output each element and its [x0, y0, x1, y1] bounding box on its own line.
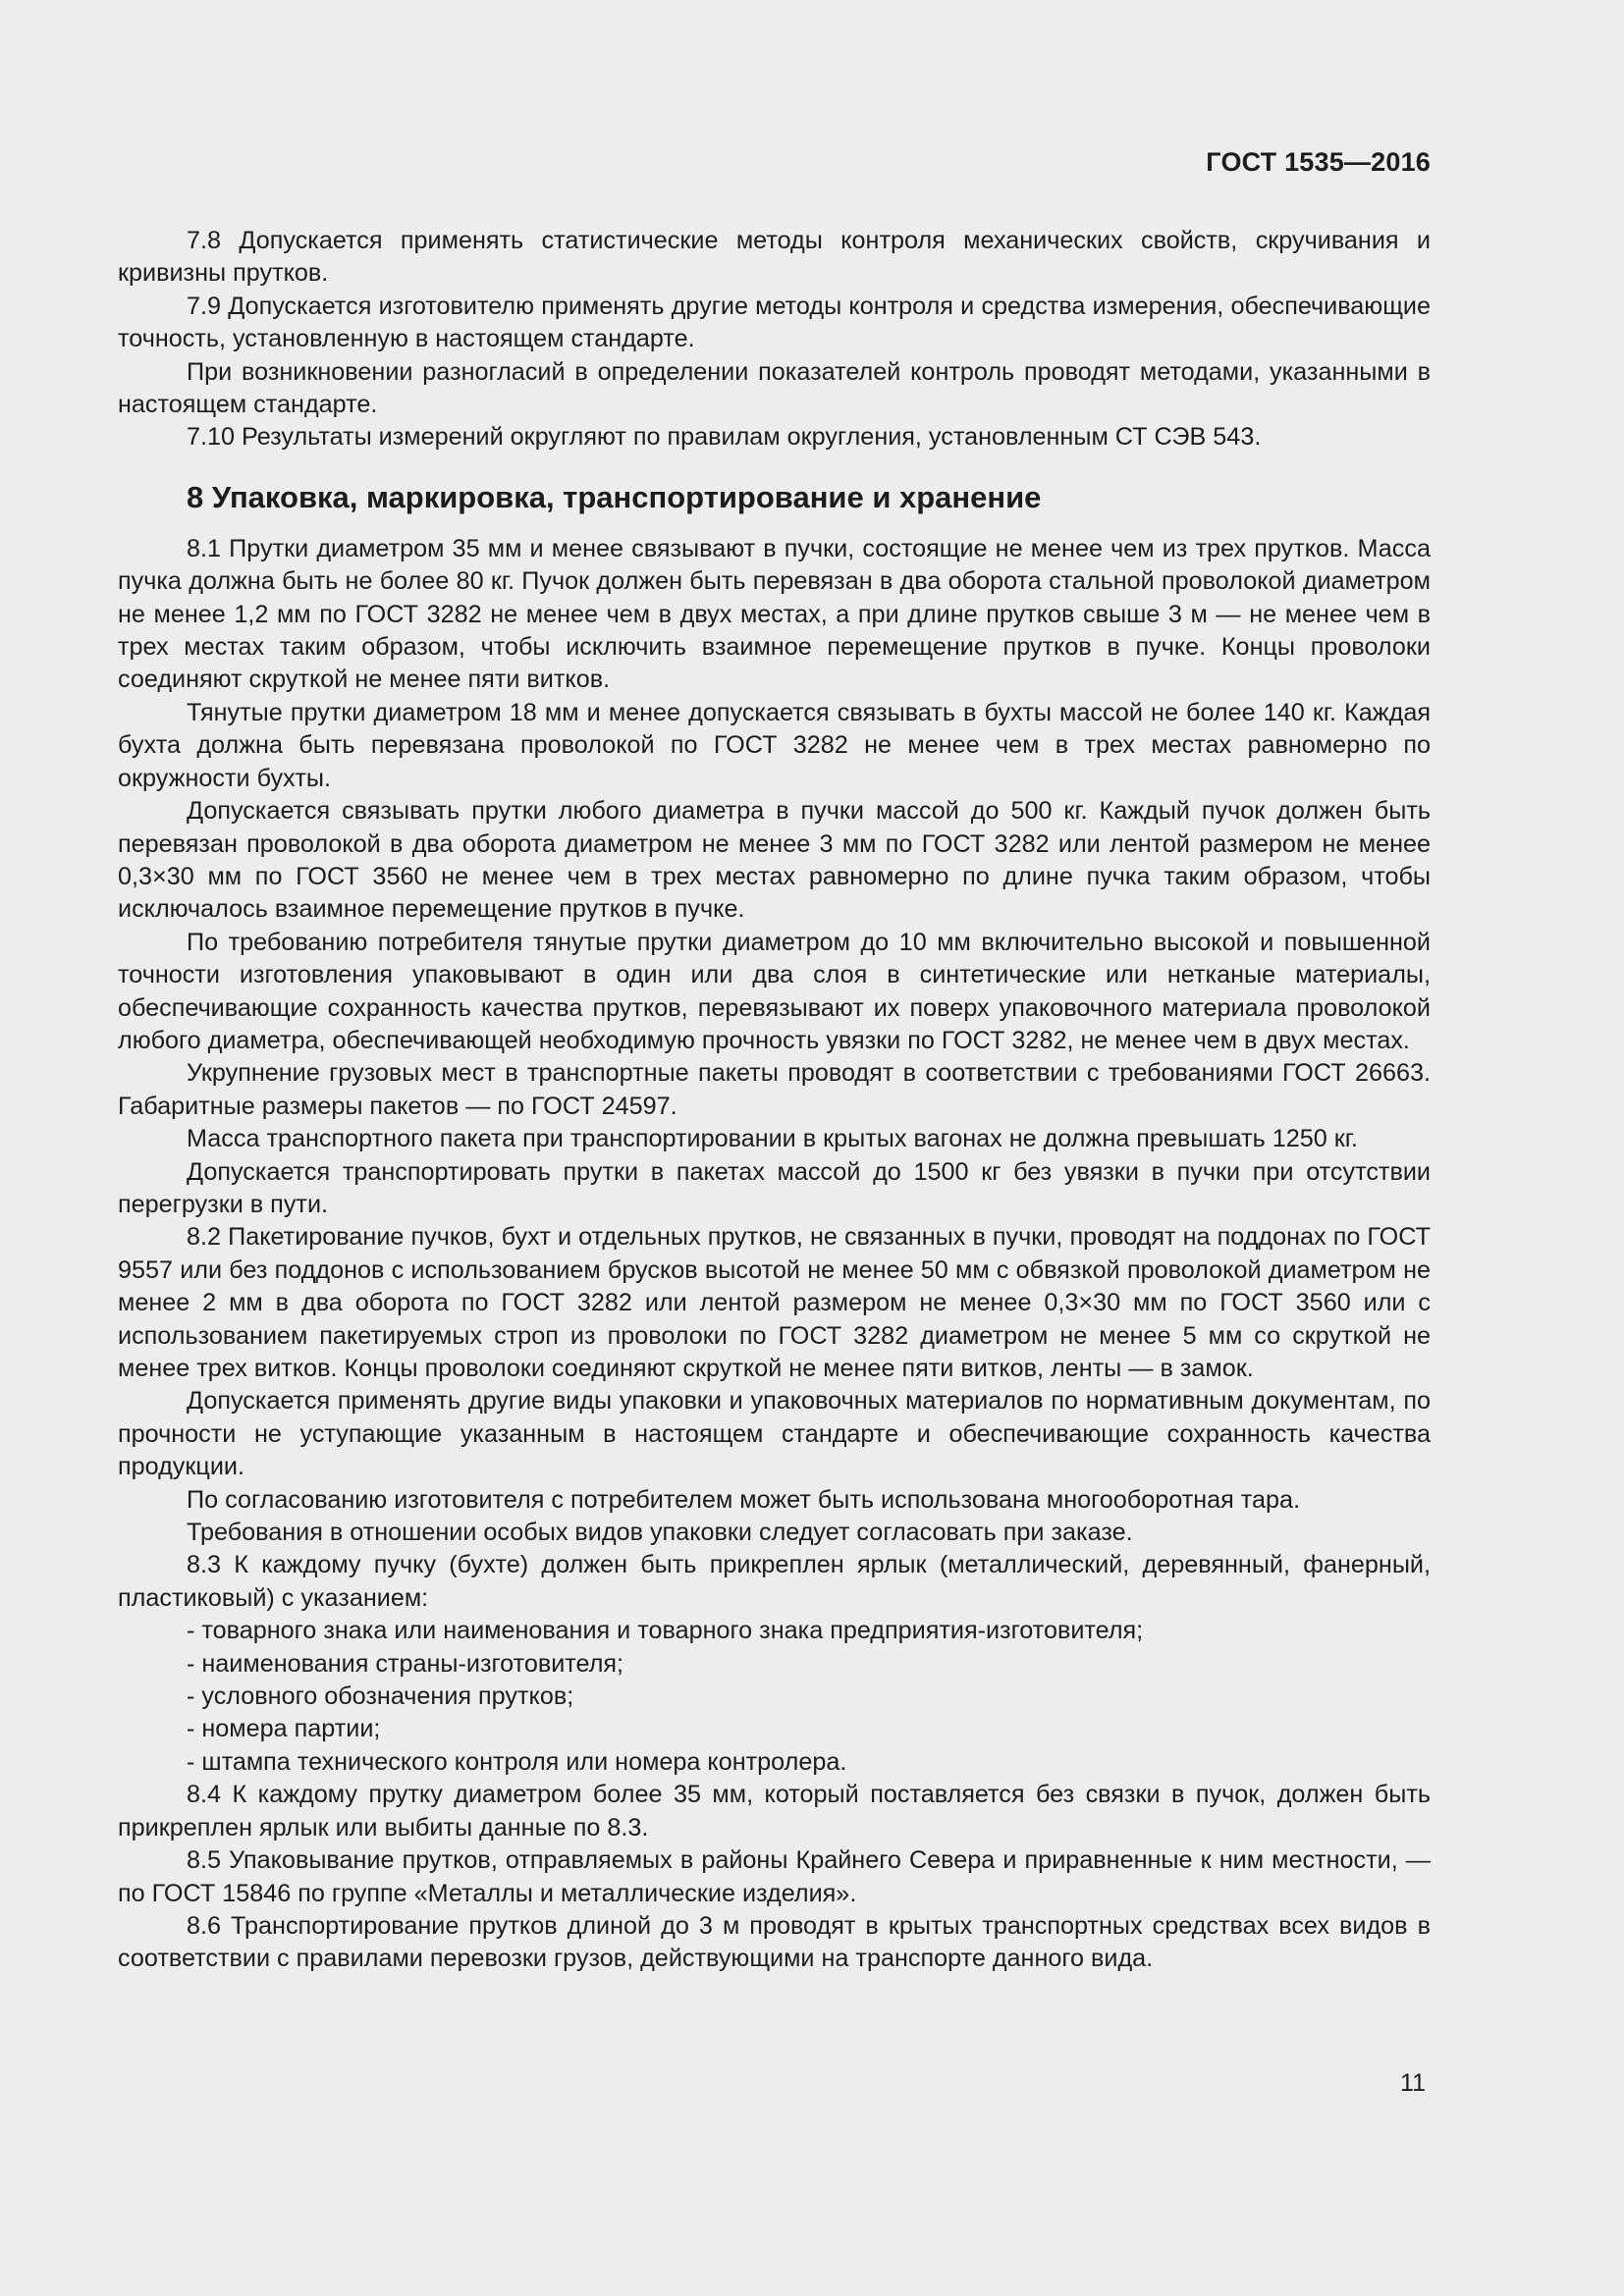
paragraph-reusable-container: По согласованию изготовителя с потребителем может быть использована многооборотная тара.: [187, 1485, 1301, 1514]
list-item: - номера партии;: [187, 1715, 381, 1743]
section-8-heading: 8 Упаковка, маркировка, транспортирование и хранение: [187, 479, 1042, 514]
paragraph-special-packaging: Требования в отношении особых видов упаковки следует согласовать при заказе.: [187, 1519, 1133, 1547]
document-code-header: ГОСТ 1535—2016: [1206, 147, 1431, 177]
paragraph-7-10: 7.10 Результаты измерений округляют по правилам округления, установленным СТ СЭВ 543.: [187, 423, 1262, 452]
paragraph-8-3: 8.3 К каждому пучку (бухте) должен быть прикреплен ярлык (металлический, деревянный, фанерный, пластиковый) с указанием:: [118, 1551, 1431, 1612]
label-requirements-list: [118, 1615, 1431, 1779]
page-number: 11: [1400, 2069, 1426, 2097]
paragraph-8-2: 8.2 Пакетирование пучков, бухт и отдельных прутков, не связанных в пучки, проводят на поддонах по ГОСТ 9557 или без поддонов с использованием брусков высотой не менее 50 мм с обвязкой проволокой диаметром не менее 2 мм в два оборота по ГОСТ 3282 или лентой размером не менее 0,3×30 мм по ГОСТ 3560 или с использованием пакетируемых строп из проволоки по ГОСТ 3282 диаметром не менее 5 мм со скруткой не менее трех витков. Концы проволоки соединяют скруткой не менее пяти витков, ленты — в замок.: [118, 1223, 1431, 1382]
paragraph-8-6: 8.6 Транспортирование прутков длиной до 3 м проводят в крытых транспортных средствах всех видов в соответствии с правилами перевозки грузов, действующими на транспорте данного вида.: [118, 1911, 1431, 1973]
paragraph-8-5: 8.5 Упаковывание прутков, отправляемых в районы Крайнего Севера и приравненные к ним местности, — по ГОСТ 15846 по группе «Металлы и металлические изделия».: [118, 1846, 1431, 1907]
paragraph-consumer-packaging: По требованию потребителя тянутые прутки диаметром до 10 мм включительно высокой и повышенной точности изготовления упаковывают в один или два слоя в синтетические или нетканые материалы, обеспечивающие сохранность качества прутков, перевязывают их поверх упаковочного материала проволокой любого диаметра, обеспечивающей необходимую прочность увязки по ГОСТ 3282, не менее чем в двух местах.: [118, 928, 1431, 1054]
paragraph-bundles-500kg: Допускается связывать прутки любого диаметра в пучки массой до 500 кг. Каждый пучок должен быть перевязан проволокой в два оборота диаметром не менее 3 мм по ГОСТ 3282 или лентой размером не менее 0,3×30 мм по ГОСТ 3560 не менее чем в трех местах равномерно по длине пучка таким образом, чтобы исключалось взаимное перемещение прутков в пучке.: [118, 797, 1431, 924]
paragraph-package-1500kg: Допускается транспортировать прутки в пакетах массой до 1500 кг без увязки в пучки при отсутствии перегрузки в пути.: [118, 1157, 1431, 1218]
paragraph-8-1: 8.1 Прутки диаметром 35 мм и менее связывают в пучки, состоящие не менее чем из трех прутков. Масса пучка должна быть не более 80 кг. Пучок должен быть перевязан в два оборота стальной проволокой диаметром не менее 1,2 мм по ГОСТ 3282 не менее чем в двух местах, а при длине прутков свыше 3 м — не менее чем в трех местах таким образом, чтобы исключить взаимное перемещение прутков в пучке. Концы проволоки соединяют скруткой не менее пяти витков.: [118, 534, 1431, 694]
paragraph-7-8: 7.8 Допускается применять статистические методы контроля механических свойств, скручивания и кривизны прутков.: [118, 227, 1431, 288]
paragraph-8-4: 8.4 К каждому прутку диаметром более 35 мм, который поставляется без связки в пучок, должен быть прикреплен ярлык или выбиты данные по 8.3.: [118, 1781, 1431, 1842]
paragraph-7-9: 7.9 Допускается изготовителю применять другие методы контроля и средства измерения, обеспечивающие точность, установленную в настоящем стандарте.: [118, 292, 1431, 353]
paragraph-other-packaging: Допускается применять другие виды упаковки и упаковочных материалов по нормативным документам, по прочности не уступающие указанным в настоящем стандарте и обеспечивающие сохранность качества продукции.: [118, 1387, 1431, 1481]
list-item: - условного обозначения прутков;: [187, 1682, 574, 1711]
paragraph-package-mass: Масса транспортного пакета при транспортировании в крытых вагонах не должна превышать 1250 кг.: [187, 1125, 1358, 1153]
list-item: - наименования страны-изготовителя;: [187, 1649, 624, 1678]
page-content: [118, 225, 1431, 1976]
paragraph-transport-packages: Укрупнение грузовых мест в транспортные пакеты проводят в соответствии с требованиями ГОСТ 26663. Габаритные размеры пакетов — по ГОСТ 24597.: [118, 1059, 1431, 1120]
paragraph-drawn-coils: Тянутые прутки диаметром 18 мм и менее допускается связывать в бухты массой не более 140 кг. Каждая бухта должна быть перевязана проволокой по ГОСТ 3282 не менее чем в трех местах равномерно по окружности бухты.: [118, 698, 1431, 792]
paragraph-7-9-disputes: При возникновении разногласий в определении показателей контроль проводят методами, указанными в настоящем стандарте.: [118, 357, 1431, 419]
list-item: - штампа технического контроля или номера контролера.: [187, 1747, 847, 1776]
list-item: - товарного знака или наименования и товарного знака предприятия-изготовителя;: [187, 1617, 1144, 1645]
